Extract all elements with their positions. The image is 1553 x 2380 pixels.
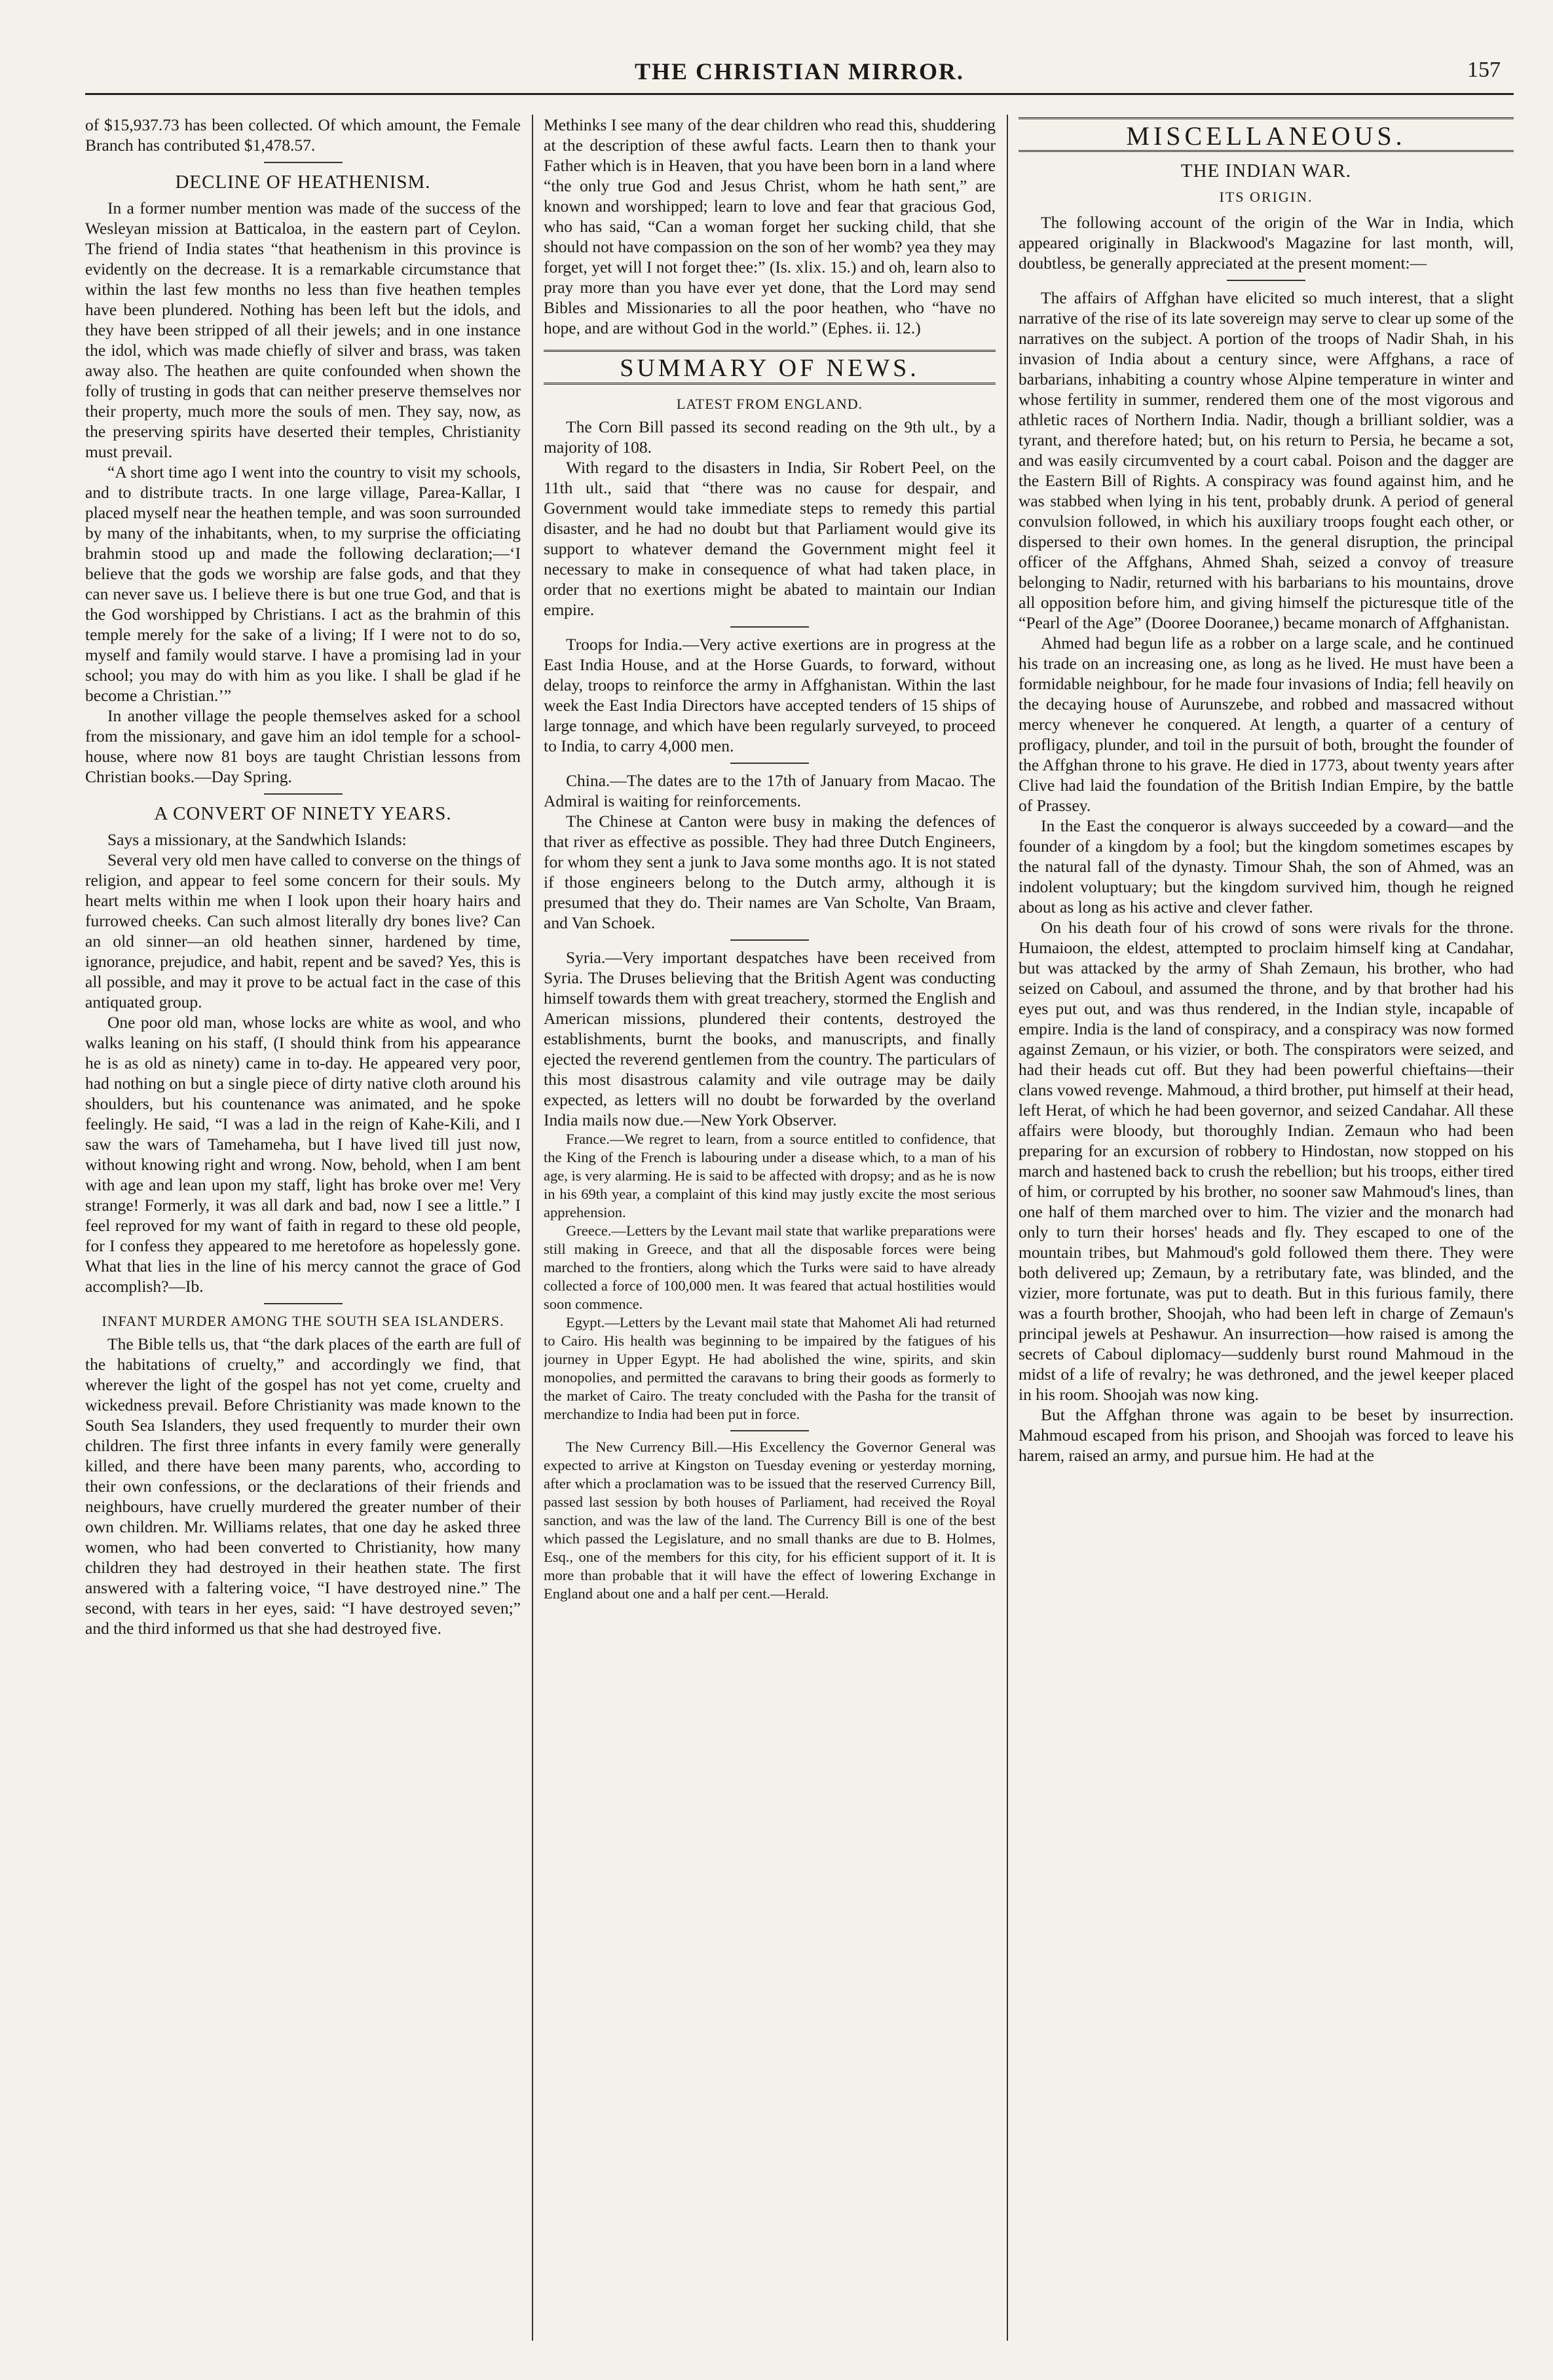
- article-paragraph: Several very old men have called to converse on the things of religion, and appear to feel some concern for their souls. My heart melts within me when I look upon their hoary hairs and furrowed cheeks. Can such almost literally dry bones live? Can an old sinner—an old heathen sinner, hardened by time, ignorance, prejudice, and habit, repent and be saved? Yes, this is all possible, and may it prove to be actual fact in the case of this antiquated group.: [85, 850, 521, 1011]
- article-subheading-origin: ITS ORIGIN.: [1219, 189, 1313, 205]
- article-paragraph: In a former number mention was made of the success of the Wesleyan mission at Batticaloa, in the eastern part of Ceylon. The friend of India states “that heathenism in this province is evidently on the decrease. It is a remarkable circumstance that within the last few months no less than five heathen temples have been plundered. Nothing has been left but the idols, and they have been stripped of all their jewels; and in one instance the idol, which was made chiefly of silver and brass, was taken away also. The heathen are quite confounded when shown the folly of trusting in gods that can neither preserve themselves nor their property, much more the souls of men. They say, now, as the preserving spirits have deserted their temples, Christianity must prevail.: [85, 198, 521, 461]
- column-2: [544, 115, 996, 2341]
- section-divider: [264, 162, 343, 163]
- page-number: 157: [1467, 58, 1501, 82]
- news-paragraph: With regard to the disasters in India, Sir Robert Peel, on the 11th ult., said that “there was no cause for despair, and Government would take immediate steps to remedy this partial disaster, and he had no doubt but that Parliament would give its support to whatever demand the Government might feel it necessary to make in consequence of what had taken place, in order that no exertions might be abated to maintain our Indian empire.: [544, 458, 996, 619]
- news-paragraph: Greece.—Letters by the Levant mail state that warlike preparations were still making in Greece, and that all the disposable forces were being marched to the frontiers, along which the Turks were said to have already collected a force of 100,000 men. It was feared that actual hostilities would soon commence.: [544, 1222, 996, 1312]
- section-banner-summary: SUMMARY OF NEWS.: [544, 350, 996, 385]
- article-paragraph: “A short time ago I went into the country to visit my schools, and to distribute tracts. In one large village, Parea-Kallar, I placed myself near the heathen temple, and was soon surrounded by many of the inhabitants, when, to my surprise the officiating brahmin stood up and made the following declaration;—‘I believe that the gods we worship are false gods, and that they can never save us. I believe there is but one true God, and that is the God worshipped by Christians. I act as the brahmin of this temple merely for the sake of a living; If I were not to do so, myself and family would starve. I have a promising lad in your school; you may do with him as you like. I shall be glad if he become a Christian.’”: [85, 463, 521, 705]
- column-1: [85, 115, 521, 2341]
- news-paragraph: The Corn Bill passed its second reading on the 9th ult., by a majority of 108.: [544, 417, 996, 457]
- article-paragraph: In another village the people themselves asked for a school from the missionary, and gave him an idol temple for a school-house, where now 81 boys are taught Christian lessons from Christian books.—Day Spring.: [85, 706, 521, 786]
- news-heading-latest: LATEST FROM ENGLAND.: [676, 396, 863, 412]
- article-paragraph: The following account of the origin of the War in India, which appeared originally in Blackwood's Magazine for last month, will, doubtless, be generally appreciated at the present moment:—: [1019, 213, 1514, 273]
- article-heading-decline: DECLINE OF HEATHENISM.: [175, 172, 431, 193]
- section-divider: [264, 793, 343, 795]
- news-paragraph: The Chinese at Canton were busy in making the defences of that river as effective as possible. They had three Dutch Engineers, for whom they sent a junk to Java some months ago. It is not stated if those engineers belong to the Dutch army, although it is presumed that they do. Their names are Van Scholte, Van Braam, and Van Schoek.: [544, 812, 996, 932]
- news-paragraph: The New Currency Bill.—His Excellency the Governor General was expected to arrive at Kingston on Tuesday evening or yesterday morning, after which a proclamation was to be issued that the reserved Currency Bill, passed last session by both houses of Parliament, had received the Royal sanction, and was the law of the land. The Currency Bill is one of the best which passed the Legislature, and no small thanks are due to B. Holmes, Esq., one of the members for this city, for his efficient support of it. It is more than probable that it will have the effect of lowering Exchange in England about one and a half per cent.—Herald.: [544, 1439, 996, 1602]
- section-divider: [730, 939, 809, 941]
- article-paragraph: But the Affghan throne was again to be beset by insurrection. Mahmoud escaped from his prison, and Shoojah was forced to leave his harem, raised an army, and pursue him. He had at the: [1019, 1405, 1514, 1465]
- article-heading-infant: INFANT MURDER AMONG THE SOUTH SEA ISLANDERS.: [102, 1313, 504, 1329]
- column-3: [1019, 115, 1514, 2341]
- news-paragraph: Troops for India.—Very active exertions are in progress at the East India House, and at the Horse Guards, to forward, without delay, troops to reinforce the army in Affghanistan. Within the last week the East India Directors have accepted tenders of 15 ships of large tonnage, and which have been regularly surveyed, to proceed to India, to carry 4,000 men.: [544, 635, 996, 755]
- section-divider: [730, 1430, 809, 1431]
- column-divider: [532, 115, 533, 2341]
- section-banner-miscellaneous: MISCELLANEOUS.: [1019, 117, 1514, 152]
- news-paragraph: France.—We regret to learn, from a source entitled to confidence, that the King of the French is labouring under a disease which, to a man of his age, is very alarming. He is said to be affected with dropsy; and as he is now in his 69th year, a complaint of this kind may justly excite the most serious apprehension.: [544, 1131, 996, 1220]
- article-paragraph: One poor old man, whose locks are white as wool, and who walks leaning on his staff, (I should think from his appearance he is as old as ninety) came in to-day. He appeared very poor, had nothing on but a single piece of dirty native cloth around his shoulders, but his countenance was animated, and he spoke feelingly. He said, “I was a lad in the reign of Kahe-Kili, and I saw the wars of Tamehameha, but I have lived till just now, without knowing right and wrong. Now, behold, when I am bent with age and lean upon my staff, light has broke over me! Very strange! Formerly, it was all dark and bad, now I see a little.” I feel reproved for my want of faith in regard to these old people, for I confess they appeared to me heretofore as hopelessly gone. What that lies in the line of his mercy cannot the grace of God accomplish?—Ib.: [85, 1013, 521, 1296]
- page-title: THE CHRISTIAN MIRROR.: [634, 58, 965, 85]
- article-heading-convert: A CONVERT OF NINETY YEARS.: [154, 803, 452, 824]
- article-paragraph: of $15,937.73 has been collected. Of which amount, the Female Branch has contributed $1,478.57.: [85, 115, 521, 155]
- running-head: [85, 54, 1514, 95]
- section-divider: [730, 626, 809, 628]
- news-paragraph: Egypt.—Letters by the Levant mail state that Mahomet Ali had returned to Cairo. His health was beginning to be impaired by the fatigues of his journey in Upper Egypt. He had abolished the wine, spirits, and skin monopolies, and permitted the caravans to bring their goods as formerly to the market of Cairo. The treaty concluded with the Pasha for the transit of merchandize to India had been put in force.: [544, 1314, 996, 1422]
- article-paragraph: On his death four of his crowd of sons were rivals for the throne. Humaioon, the eldest, attempted to proclaim himself king at Candahar, but was attacked by the army of Shah Zemaun, his brother, who had seized on Caboul, and assumed the throne, and by that brother had his eyes put out, and was thus rendered, in the Indian style, incapable of empire. India is the land of conspiracy, and a conspiracy was now formed against Zemaun, or his vizier, or both. The conspirators were seized, and had their heads cut off. But they had been powerful chieftains—their clans vowed revenge. Mahmoud, a third brother, put himself at their head, left Herat, of which he had been governor, and seized Candahar. All these affairs were bloody, but thoroughly Indian. Zemaun who had been preparing for an excursion of robbery to Hindostan, now stopped on his march and hastened back to crush the rebellion; but his troops, either tired of him, or corrupted by his brother, no sooner saw Mahmoud's lines, than one half of them marched over to him. The vizier and the monarch had only to turn their horses' heads and fly. They escaped to one of the mountain tribes, but Mahmoud's gold followed them there. They were both delivered up; Zemaun, by a retributary fate, was blinded, and the vizier, more fortunate, was put to death. But in this furious family, there was a fourth brother, Shoojah, who had been left in charge of Zemaun's principal jewels at Peshawur. An insurrection—how raised is among the secrets of Caboul diplomacy—suddenly burst round Mahmoud in the midst of a life of revalry; he was dethroned, and the jewel keeper placed in his room. Shoojah was now king.: [1019, 918, 1514, 1404]
- article-paragraph: Ahmed had begun life as a robber on a large scale, and he continued his trade on an increasing one, as long as he lived. He must have been a formidable neighbour, for he made four invasions of India; fell heavily on the decaying house of Aurunszebe, and robbed and massacred without mercy whenever he conquered. At length, a quarter of a century of profligacy, plunder, and toil in the pursuit of both, brought the founder of the Affghan throne to his grave. He died in 1773, about twenty years after Clive had laid the foundation of the British Indian Empire, by the battle of Prassey.: [1019, 633, 1514, 815]
- column-divider: [1007, 115, 1008, 2341]
- article-heading-indian-war: THE INDIAN WAR.: [1180, 161, 1352, 181]
- section-divider: [264, 1303, 343, 1304]
- section-divider: [1227, 280, 1305, 281]
- article-paragraph: The affairs of Affghan have elicited so much interest, that a slight narrative of the rise of its late sovereign may serve to clear up some of the narratives on the subject. A portion of the troops of Nadir Shah, in his invasion of India about a century since, were Affghans, a race of barbarians, inhabiting a country whose Alpine temperature in winter and whose fertility in summer, rendered them one of the most vigorous and athletic races of Northern India. Nadir, though a brilliant soldier, was a tyrant, and therefore hated; but, on his return to Persia, he became a sot, and was easily circumvented by a court cabal. Poison and the dagger are the Eastern Bill of Rights. A conspiracy was found against him, and he was stabbed when lying in his tent, probably drunk. A period of general convulsion followed, in which his auxiliary troops fought each other, or dispersed to their own homes. In the general disruption, the principal officer of the Affghans, Ahmed Shah, seized a convoy of treasure belonging to Nadir, returned with his barbarians to his mountains, drove all opposition before him, and giving himself the picturesque title of the “Pearl of the Age” (Dooree Dooranee,) became monarch of Affghanistan.: [1019, 288, 1514, 632]
- news-paragraph: Syria.—Very important despatches have been received from Syria. The Druses believing that the British Agent was conducting himself towards them with great treachery, stormed the English and American missions, plundered their contents, destroyed the establishments, burnt the books, and manuscripts, and finally ejected the reverend gentlemen from the country. The particulars of this most disastrous calamity and vile outrage may be daily expected, as letters will no doubt be forwarded by the overland India mails now due.—New York Observer.: [544, 948, 996, 1129]
- article-paragraph: In the East the conqueror is always succeeded by a coward—and the founder of a kingdom by a fool; but the kingdom sometimes escapes by the natural fall of the dynasty. Timour Shah, the son of Ahmed, was an indolent voluptuary; but the kingdom survived him, though he reigned about as long as his active and clever father.: [1019, 816, 1514, 916]
- article-paragraph: Says a missionary, at the Sandwhich Islands:: [107, 830, 407, 849]
- news-paragraph: China.—The dates are to the 17th of January from Macao. The Admiral is waiting for reinforcements.: [544, 771, 996, 810]
- article-paragraph: The Bible tells us, that “the dark places of the earth are full of the habitations of cruelty,” and accordingly we find, that wherever the light of the gospel has not yet come, cruelty and wickedness prevail. Before Christianity was made known to the South Sea Islanders, they used frequently to murder their own children. The first three infants in every family were generally killed, and there have been many parents, who, according to their own confessions, or the declarations of their friends and neighbours, have cruelly murdered the greater number of their own children. Mr. Williams relates, that one day he asked three women, who had been converted to Christianity, how many children they had destroyed in their heathen state. The first answered with a faltering voice, “I have destroyed nine.” The second, with tears in her eyes, said: “I have destroyed seven;” and the third informed us that she had destroyed five.: [85, 1334, 521, 1638]
- section-divider: [730, 763, 809, 764]
- article-paragraph: Methinks I see many of the dear children who read this, shuddering at the description of these awful facts. Learn then to thank your Father which is in Heaven, that you have been born in a land where “the only true God and Jesus Christ, whom he hath sent,” are known and worshipped; learn to love and fear that gracious God, who has said, “Can a woman forget her sucking child, that she should not have compassion on the son of her womb? yea they may forget, yet will I not forget thee:” (Is. xlix. 15.) and oh, learn also to pray more than you have ever yet done, that the Lord may send Bibles and Missionaries to all the poor heathen, who “have no hope, and are without God in the world.” (Ephes. ii. 12.): [544, 115, 996, 337]
